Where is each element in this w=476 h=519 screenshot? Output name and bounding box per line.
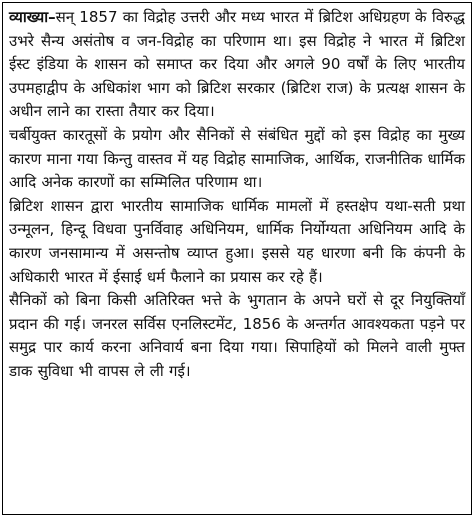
explanation-label: व्याख्या– bbox=[9, 8, 56, 26]
paragraph-social-religious: ब्रिटिश शासन द्वारा भारतीय सामाजिक धार्मिक मामलों में हस्तक्षेप यथा-सती प्रथा उन्मूलन, हिन्दू विधवा पुनर्विवाह अधिनियम, धार्मिक निर्योग्यता अधिनियम आदि के कारण जनसामान्य में असन्तोष व्याप्त हुआ। इससे यह धारणा बनी कि कंपनी के अधिकारी भारत में ईसाई धर्म फैलाने का प्रयास कर रहे हैं। bbox=[9, 196, 465, 286]
paragraph-military-grievances: सैनिकों को बिना किसी अतिरिक्त भत्ते के भुगतान के अपने घरों से दूर नियुक्तियाँ प्रदान की गई। जनरल सर्विस एनलिस्टमेंट, 1856 के अन्तर्गत आवश्यकता पड़ने पर समुद्र पार कार्य करना अनिवार्य बना दिया गया। सिपाहियों को मिलने वाली मुफ्त डाक सुविधा भी वापस ले ली गई। bbox=[9, 291, 465, 380]
intro-text: सन् 1857 का विद्रोह उत्तरी और मध्य भारत में ब्रिटिश अधिग्रहण के विरुद्ध उभरे सैन्य असंतोष व जन-विद्रोह का परिणाम था। इस विद्रोह ने भारत में ब्रिटिश ईस्ट इंडिया के शासन को समाप्त कर दिया और अगले 90 वर्षों के लिए भारतीय उपमहाद्वीप के अधिकांश भाग को ब्रिटिश सरकार (ब्रिटिश राज) के प्रत्यक्ष शासन के अधीन लाने का रास्ता तैयार कर दिया। bbox=[9, 8, 465, 121]
intro-paragraph bbox=[9, 6, 465, 124]
paragraph-causes: चर्बीयुक्त कारतूसों के प्रयोग और सैनिकों से संबंधित मुद्दों को इस विद्रोह का मुख्य कारण माना गया किन्तु वास्तव में यह विद्रोह सामाजिक, आर्थिक, राजनीतिक धार्मिक आदि अनेक कारणों का सम्मिलित परिणाम था। bbox=[9, 125, 465, 192]
passage-box bbox=[2, 2, 472, 515]
